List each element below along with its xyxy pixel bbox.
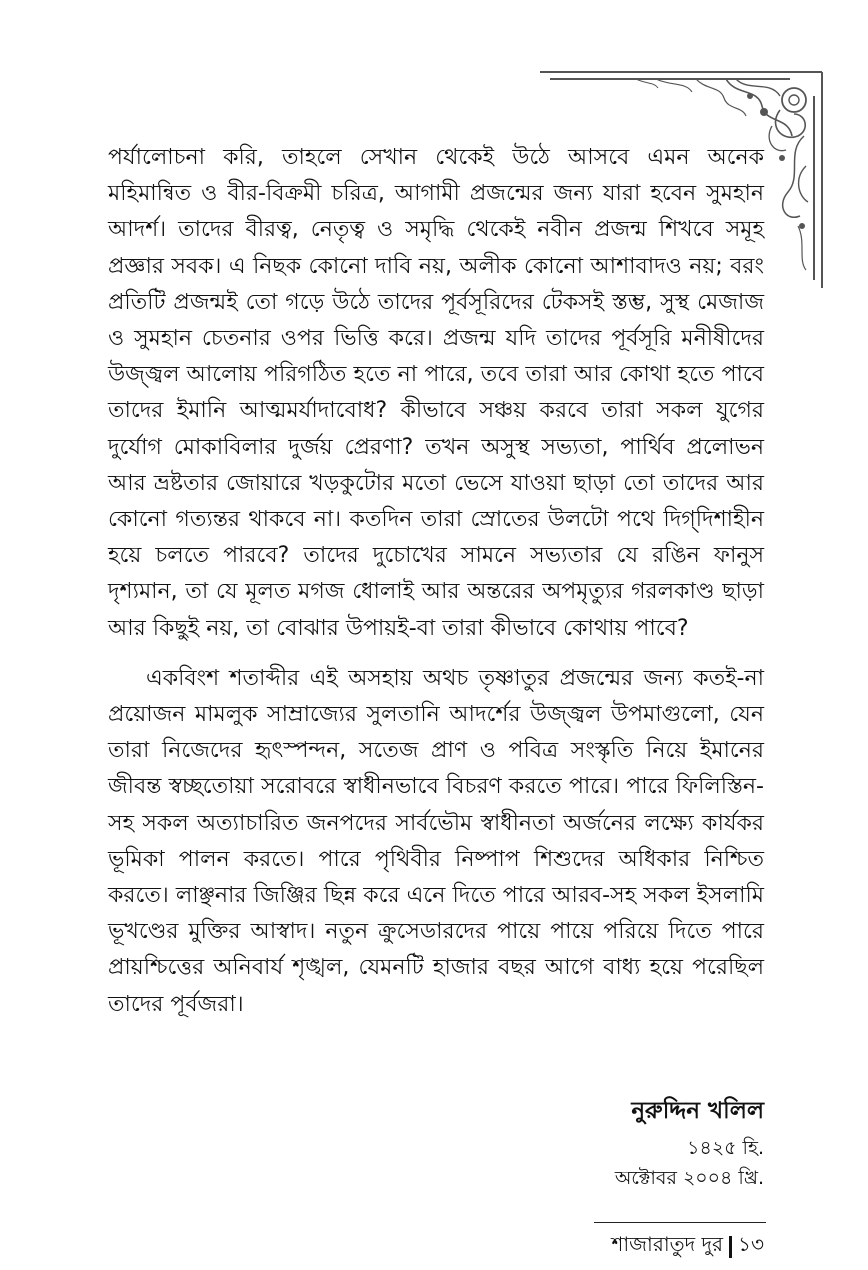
- page-number: ১৩: [738, 1232, 764, 1256]
- footer-separator: [729, 1236, 732, 1258]
- author-name: নুরুদ্দিন খলিল: [631, 1098, 764, 1124]
- date-hijri: ১৪২৫ হি.: [687, 1137, 764, 1159]
- date-gregorian: অক্টোবর ২০০৪ খ্রি.: [614, 1167, 764, 1189]
- page-footer: [612, 1230, 765, 1263]
- paragraph-1: পর্যালোচনা করি, তাহলে সেখান থেকেই উঠে আসবে এমন অনেক মহিমান্বিত ও বীর-বিক্রমী চরিত্র, আগামী প্রজন্মের জন্য যারা হবেন সুমহান আদর্শ। তাদের বীরত্ব, নেতৃত্ব ও সমৃদ্ধি থেকেই নবীন প্রজন্ম শিখবে সমূহ প্রজ্ঞার সবক। এ নিছক কোনো দাবি নয়, অলীক কোনো আশাবাদও নয়; বরং প্রতিটি প্রজন্মই তো গড়ে উঠে তাদের পূর্বসূরিদের টেকসই স্তম্ভ, সুস্থ মেজাজ ও সুমহান চেতনার ওপর ভিত্তি করে। প্রজন্ম যদি তাদের পূর্বসূরি মনীষীদের উজ্জ্বল আলোয় পরিগঠিত হতে না পারে, তবে তারা আর কোথা হতে পাবে তাদের ইমানি আত্মমর্যাদাবোধ? কীভাবে সঞ্চয় করবে তারা সকল যুগের দুর্যোগ মোকাবিলার দুর্জয় প্রেরণা? তখন অসুস্থ সভ্যতা, পার্থিব প্রলোভন আর ভ্রষ্টতার জোয়ারে খড়কুটোর মতো ভেসে যাওয়া ছাড়া তো তাদের আর কোনো গত্যন্তর থাকবে না। কতদিন তারা স্রোতের উলটো পথে দিগ্‌দিশাহীন হয়ে চলতে পারবে? তাদের দুচোখের সামনে সভ্যতার যে রঙিন ফানুস দৃশ্যমান, তা যে মূলত মগজ ধোলাই আর অন্তরের অপমৃত্যুর গরলকাণ্ড ছাড়া আর কিছুই নয়, তা বোঝার উপায়ই-বা তারা কীভাবে কোথায় পাবে?: [108, 145, 764, 641]
- paragraph-2: একবিংশ শতাব্দীর এই অসহায় অথচ তৃষ্ণাতুর প্রজন্মের জন্য কতই-না প্রয়োজন মামলুক সাম্রাজ্যের সুলতানি আদর্শের উজ্জ্বল উপমাগুলো, যেন তারা নিজেদের হৃৎস্পন্দন, সতেজ প্রাণ ও পবিত্র সংস্কৃতি নিয়ে ইমানের জীবন্ত স্বচ্ছতোয়া সরোবরে স্বাধীনভাবে বিচরণ করতে পারে। পারে ফিলিস্তিন-সহ সকল অত্যাচারিত জনপদের সার্বভৌম স্বাধীনতা অর্জনের লক্ষ্যে কার্যকর ভূমিকা পালন করতে। পারে পৃথিবীর নিষ্পাপ শিশুদের অধিকার নিশ্চিত করতে। লাঞ্ছনার জিঞ্জির ছিন্ন করে এনে দিতে পারে আরব-সহ সকল ইসলামি ভূখণ্ডের মুক্তির আস্বাদ। নতুন ক্রুসেডারদের পায়ে পায়ে পরিয়ে দিতে পারে প্রায়শ্চিত্তের অনিবার্য শৃঙ্খল, যেমনটি হাজার বছর আগে বাধ্য হয়ে পরেছিল তাদের পূর্বজরা।: [108, 665, 764, 1017]
- body-text: [108, 140, 764, 1023]
- footer-rule: [594, 1222, 766, 1223]
- footer-book-title: শাজারাতুদ দুর: [611, 1232, 724, 1256]
